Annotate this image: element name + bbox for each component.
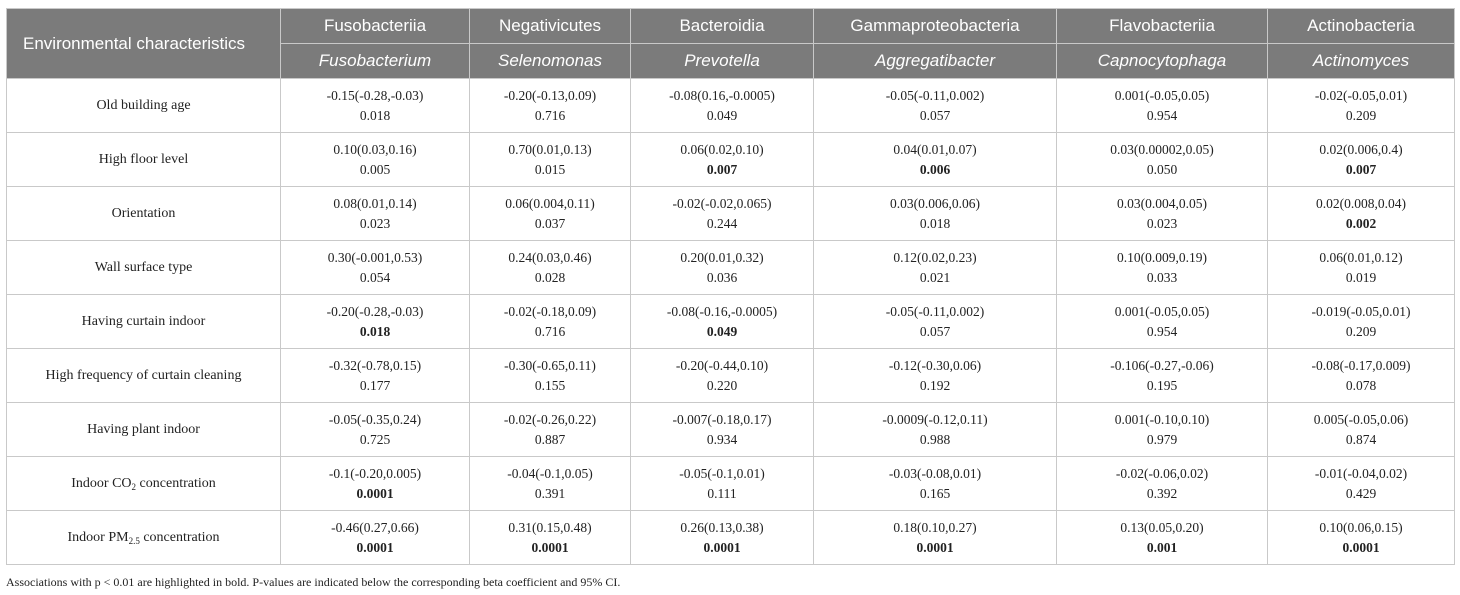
beta-ci-value: -0.05(-0.35,0.24) xyxy=(328,411,422,427)
p-value: 0.0001 xyxy=(356,539,394,555)
beta-ci-value: -0.02(-0.26,0.22) xyxy=(503,411,597,427)
table-cell xyxy=(281,79,470,133)
table-cell xyxy=(631,349,814,403)
beta-ci-value: 0.005(-0.05,0.06) xyxy=(1313,411,1409,427)
row-label xyxy=(7,349,281,403)
beta-ci-value: 0.30(-0.001,0.53) xyxy=(327,249,423,265)
beta-ci-value: 0.10(0.009,0.19) xyxy=(1117,249,1207,265)
header-genus-2: Selenomonas xyxy=(470,44,631,79)
header-genus-4: Aggregatibacter xyxy=(814,44,1057,79)
table-cell xyxy=(631,511,814,565)
p-value: 0.716 xyxy=(534,323,566,339)
beta-ci-value: 0.31(0.15,0.48) xyxy=(508,519,592,535)
p-value: 0.0001 xyxy=(703,539,741,555)
table-cell xyxy=(281,133,470,187)
table-cell xyxy=(281,187,470,241)
p-value: 0.934 xyxy=(706,431,738,447)
beta-ci-value: 0.24(0.03,0.46) xyxy=(508,249,592,265)
beta-ci-value: -0.05(-0.1,0.01) xyxy=(679,465,765,481)
row-label-subscript: 2 xyxy=(131,481,137,492)
table-cell xyxy=(1057,241,1268,295)
p-value: 0.028 xyxy=(534,269,566,285)
p-value: 0.018 xyxy=(359,323,391,339)
table-cell xyxy=(1268,457,1455,511)
table-footnote: Associations with p < 0.01 are highlighted in bold. P-values are indicated below the corresponding beta coefficient and 95% CI. xyxy=(6,575,621,589)
p-value: 0.0001 xyxy=(1342,539,1380,555)
beta-ci-value: -0.15(-0.28,-0.03) xyxy=(326,87,424,103)
beta-ci-value: 0.02(0.006,0.4) xyxy=(1319,141,1403,157)
beta-ci-value: -0.01(-0.04,0.02) xyxy=(1314,465,1408,481)
p-value: 0.220 xyxy=(706,377,738,393)
p-value: 0.391 xyxy=(534,485,566,501)
table-cell xyxy=(1268,241,1455,295)
p-value: 0.392 xyxy=(1146,485,1178,501)
row-label-text: Having plant indoor xyxy=(87,421,200,437)
p-value: 0.005 xyxy=(359,161,391,177)
table-cell xyxy=(814,349,1057,403)
p-value: 0.018 xyxy=(359,107,391,123)
p-value: 0.0001 xyxy=(531,539,569,555)
p-value: 0.988 xyxy=(919,431,951,447)
beta-ci-value: 0.06(0.01,0.12) xyxy=(1319,249,1403,265)
table-cell xyxy=(1057,295,1268,349)
beta-ci-value: 0.18(0.10,0.27) xyxy=(893,519,977,535)
p-value: 0.001 xyxy=(1146,539,1178,555)
beta-ci-value: -0.019(-0.05,0.01) xyxy=(1311,303,1411,319)
p-value: 0.078 xyxy=(1345,377,1377,393)
row-label xyxy=(7,133,281,187)
beta-ci-value: -0.08(0.16,-0.0005) xyxy=(669,87,775,103)
table-row xyxy=(7,349,1455,403)
beta-ci-value: 0.001(-0.10,0.10) xyxy=(1114,411,1210,427)
header-class-6: Actinobacteria xyxy=(1268,9,1455,44)
table-cell xyxy=(631,241,814,295)
row-label-text: High floor level xyxy=(98,151,189,167)
p-value: 0.887 xyxy=(534,431,566,447)
row-label-text: Orientation xyxy=(111,205,176,221)
beta-ci-value: 0.03(0.006,0.06) xyxy=(890,195,980,211)
table-body xyxy=(7,79,1455,565)
beta-ci-value: -0.05(-0.11,0.002) xyxy=(885,87,985,103)
table-row xyxy=(7,511,1455,565)
beta-ci-value: 0.001(-0.05,0.05) xyxy=(1114,87,1210,103)
row-label-text: Wall surface type xyxy=(94,259,193,275)
beta-ci-value: 0.02(0.008,0.04) xyxy=(1316,195,1406,211)
p-value: 0.429 xyxy=(1345,485,1377,501)
table-cell xyxy=(631,457,814,511)
table-cell xyxy=(814,79,1057,133)
p-value: 0.177 xyxy=(359,377,391,393)
row-label-text: Old building age xyxy=(96,97,191,113)
p-value: 0.019 xyxy=(1345,269,1377,285)
table-cell xyxy=(631,187,814,241)
p-value: 0.002 xyxy=(1345,215,1377,231)
header-environmental-characteristics: Environmental characteristics xyxy=(7,9,281,79)
table-cell xyxy=(631,133,814,187)
p-value: 0.049 xyxy=(706,107,738,123)
beta-ci-value: -0.46(0.27,0.66) xyxy=(331,519,419,535)
beta-ci-value: 0.10(0.06,0.15) xyxy=(1319,519,1403,535)
beta-ci-value: -0.12(-0.30,0.06) xyxy=(888,357,982,373)
row-label xyxy=(7,187,281,241)
table-row xyxy=(7,79,1455,133)
table-cell xyxy=(1057,511,1268,565)
p-value: 0.023 xyxy=(1146,215,1178,231)
row-label-text: Having curtain indoor xyxy=(81,313,206,329)
p-value: 0.165 xyxy=(919,485,951,501)
beta-ci-value: 0.001(-0.05,0.05) xyxy=(1114,303,1210,319)
beta-ci-value: -0.02(-0.02,0.065) xyxy=(672,195,772,211)
table-cell xyxy=(1268,403,1455,457)
table-cell xyxy=(470,403,631,457)
table-cell xyxy=(1268,187,1455,241)
beta-ci-value: 0.12(0.02,0.23) xyxy=(893,249,977,265)
table-cell xyxy=(1057,79,1268,133)
table-cell xyxy=(470,133,631,187)
p-value: 0.155 xyxy=(534,377,566,393)
beta-ci-value: -0.08(-0.16,-0.0005) xyxy=(666,303,778,319)
table-cell xyxy=(1268,79,1455,133)
table-cell xyxy=(1057,133,1268,187)
table-row xyxy=(7,187,1455,241)
p-value: 0.209 xyxy=(1345,323,1377,339)
row-label xyxy=(7,295,281,349)
row-label-text: Indoor CO xyxy=(71,475,132,491)
table-cell xyxy=(470,349,631,403)
table-cell xyxy=(814,403,1057,457)
p-value: 0.192 xyxy=(919,377,951,393)
table-cell xyxy=(814,187,1057,241)
p-value: 0.033 xyxy=(1146,269,1178,285)
table-cell xyxy=(1057,403,1268,457)
beta-ci-value: -0.02(-0.06,0.02) xyxy=(1115,465,1209,481)
p-value: 0.057 xyxy=(919,323,951,339)
p-value: 0.006 xyxy=(919,161,951,177)
header-class-5: Flavobacteriia xyxy=(1057,9,1268,44)
row-label-suffix: concentration xyxy=(136,475,216,491)
beta-ci-value: -0.05(-0.11,0.002) xyxy=(885,303,985,319)
beta-ci-value: 0.06(0.004,0.11) xyxy=(505,195,595,211)
beta-ci-value: -0.0009(-0.12,0.11) xyxy=(882,411,988,427)
row-label-text: High frequency of curtain cleaning xyxy=(45,367,242,383)
table-cell xyxy=(470,187,631,241)
table-cell xyxy=(281,241,470,295)
beta-ci-value: -0.30(-0.65,0.11) xyxy=(504,357,596,373)
beta-ci-value: 0.03(0.004,0.05) xyxy=(1117,195,1207,211)
p-value: 0.874 xyxy=(1345,431,1377,447)
beta-ci-value: 0.04(0.01,0.07) xyxy=(893,141,977,157)
beta-ci-value: -0.02(-0.18,0.09) xyxy=(503,303,597,319)
table-cell xyxy=(814,295,1057,349)
table-cell xyxy=(470,295,631,349)
table-cell xyxy=(1268,295,1455,349)
beta-ci-value: -0.1(-0.20,0.005) xyxy=(328,465,422,481)
header-genus-1: Fusobacterium xyxy=(281,44,470,79)
p-value: 0.057 xyxy=(919,107,951,123)
beta-ci-value: 0.10(0.03,0.16) xyxy=(333,141,417,157)
table-cell xyxy=(814,457,1057,511)
row-label-suffix: concentration xyxy=(139,529,220,545)
table-cell xyxy=(814,511,1057,565)
beta-ci-value: -0.106(-0.27,-0.06) xyxy=(1110,357,1214,373)
table-cell xyxy=(1057,457,1268,511)
header-genus-6: Actinomyces xyxy=(1268,44,1455,79)
header-genus-5: Capnocytophaga xyxy=(1057,44,1268,79)
beta-ci-value: 0.06(0.02,0.10) xyxy=(680,141,764,157)
table-cell xyxy=(631,403,814,457)
table-row xyxy=(7,241,1455,295)
p-value: 0.054 xyxy=(359,269,391,285)
beta-ci-value: 0.26(0.13,0.38) xyxy=(680,519,764,535)
beta-ci-value: 0.03(0.00002,0.05) xyxy=(1110,141,1214,157)
association-table xyxy=(6,8,1455,565)
table-cell xyxy=(1268,133,1455,187)
p-value: 0.716 xyxy=(534,107,566,123)
header-genus-3: Prevotella xyxy=(631,44,814,79)
p-value: 0.018 xyxy=(919,215,951,231)
row-label-subscript: 2.5 xyxy=(128,535,140,546)
row-label xyxy=(7,403,281,457)
p-value: 0.007 xyxy=(1345,161,1377,177)
table-cell xyxy=(470,511,631,565)
table-cell xyxy=(1057,187,1268,241)
beta-ci-value: -0.03(-0.08,0.01) xyxy=(888,465,982,481)
table-row xyxy=(7,457,1455,511)
header-row-classes xyxy=(7,9,1455,44)
table-cell xyxy=(631,79,814,133)
p-value: 0.007 xyxy=(706,161,738,177)
beta-ci-value: -0.04(-0.1,0.05) xyxy=(507,465,593,481)
table-cell xyxy=(1057,349,1268,403)
row-label-text: Indoor PM xyxy=(67,529,129,545)
header-class-2: Negativicutes xyxy=(470,9,631,44)
beta-ci-value: 0.20(0.01,0.32) xyxy=(680,249,764,265)
table-cell xyxy=(281,511,470,565)
table-cell xyxy=(281,295,470,349)
table-row xyxy=(7,133,1455,187)
beta-ci-value: -0.32(-0.78,0.15) xyxy=(328,357,422,373)
beta-ci-value: -0.007(-0.18,0.17) xyxy=(672,411,772,427)
beta-ci-value: -0.08(-0.17,0.009) xyxy=(1311,357,1411,373)
header-class-1: Fusobacteriia xyxy=(281,9,470,44)
table-cell xyxy=(470,241,631,295)
header-class-4: Gammaproteobacteria xyxy=(814,9,1057,44)
table-cell xyxy=(470,79,631,133)
row-label xyxy=(7,241,281,295)
beta-ci-value: -0.20(-0.13,0.09) xyxy=(503,87,597,103)
row-label xyxy=(7,79,281,133)
p-value: 0.036 xyxy=(706,269,738,285)
row-label xyxy=(7,511,281,565)
p-value: 0.195 xyxy=(1146,377,1178,393)
beta-ci-value: -0.20(-0.44,0.10) xyxy=(675,357,769,373)
table-row xyxy=(7,295,1455,349)
p-value: 0.049 xyxy=(706,323,738,339)
header-class-3: Bacteroidia xyxy=(631,9,814,44)
table-cell xyxy=(814,133,1057,187)
table-cell xyxy=(281,349,470,403)
p-value: 0.954 xyxy=(1146,107,1178,123)
table-cell xyxy=(1268,349,1455,403)
p-value: 0.979 xyxy=(1146,431,1178,447)
row-label xyxy=(7,457,281,511)
table-cell xyxy=(631,295,814,349)
p-value: 0.050 xyxy=(1146,161,1178,177)
table-row xyxy=(7,403,1455,457)
p-value: 0.954 xyxy=(1146,323,1178,339)
p-value: 0.037 xyxy=(534,215,566,231)
beta-ci-value: 0.13(0.05,0.20) xyxy=(1120,519,1204,535)
p-value: 0.0001 xyxy=(356,485,394,501)
p-value: 0.0001 xyxy=(916,539,954,555)
p-value: 0.209 xyxy=(1345,107,1377,123)
table-cell xyxy=(281,457,470,511)
beta-ci-value: 0.70(0.01,0.13) xyxy=(508,141,592,157)
beta-ci-value: 0.08(0.01,0.14) xyxy=(333,195,417,211)
p-value: 0.725 xyxy=(359,431,391,447)
p-value: 0.015 xyxy=(534,161,566,177)
p-value: 0.111 xyxy=(707,485,737,501)
beta-ci-value: -0.02(-0.05,0.01) xyxy=(1314,87,1408,103)
table-cell xyxy=(814,241,1057,295)
p-value: 0.021 xyxy=(919,269,951,285)
table-cell xyxy=(1268,511,1455,565)
p-value: 0.244 xyxy=(706,215,738,231)
table-cell xyxy=(281,403,470,457)
beta-ci-value: -0.20(-0.28,-0.03) xyxy=(326,303,424,319)
p-value: 0.023 xyxy=(359,215,391,231)
table-cell xyxy=(470,457,631,511)
